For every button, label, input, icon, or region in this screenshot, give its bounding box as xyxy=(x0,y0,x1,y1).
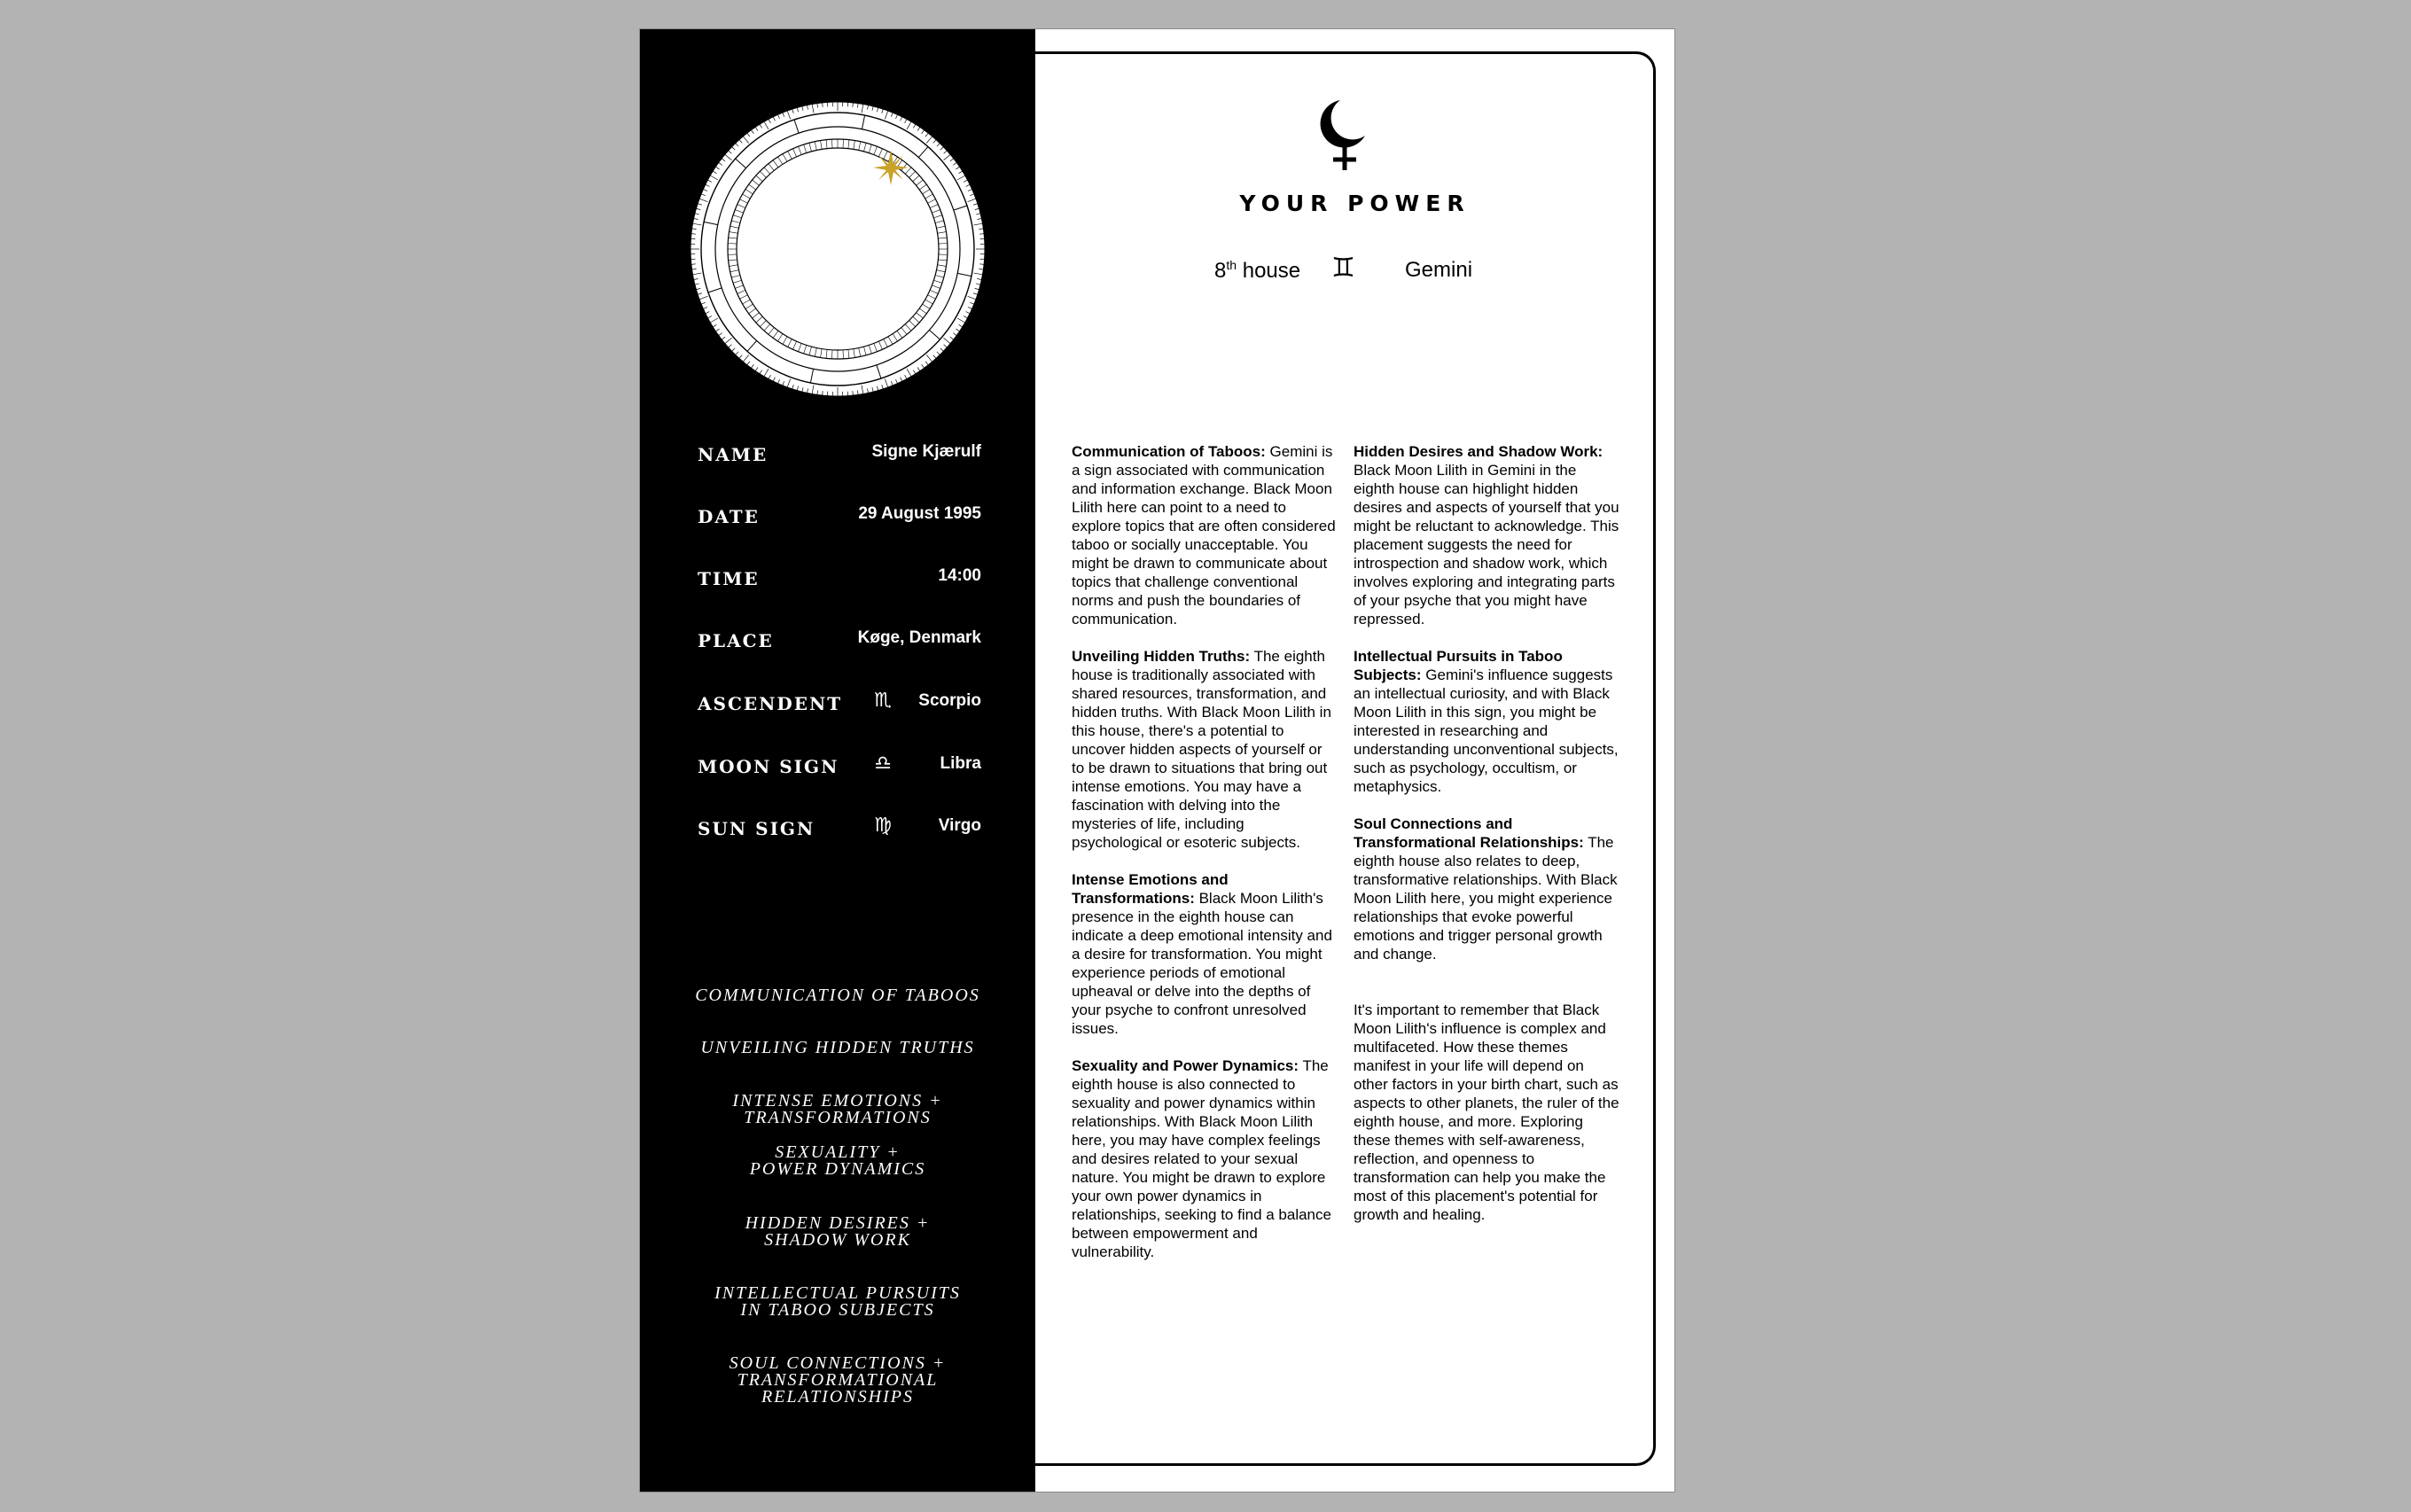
birth-chart-wheel xyxy=(689,100,987,398)
section-heading: Sexuality and Power Dynamics: xyxy=(1072,1057,1299,1074)
section-paragraph xyxy=(1354,442,1619,628)
section-paragraph xyxy=(1072,870,1338,1038)
house-suffix: th xyxy=(1226,258,1237,272)
section-paragraph xyxy=(1354,647,1619,796)
section-text: The eighth house also relates to deep, transformative relationships. With Black Moon Lilith here, you might experience relationships that evoke powerful emotions and trigger personal growth and change. xyxy=(1354,834,1618,963)
topic-link[interactable]: SEXUALITY + POWER DYNAMICS xyxy=(749,1142,926,1179)
section-text: Black Moon Lilith's presence in the eighth house can indicate a deep emotional intensity and a desire for transformation. You might experience periods of emotional upheaval or delve into the depths of your psyche to confront unresolved issues. xyxy=(1072,890,1332,1037)
section-paragraph xyxy=(1072,647,1338,852)
topic-link[interactable]: INTENSE EMOTIONS + TRANSFORMATIONS xyxy=(732,1091,943,1127)
info-value: Scorpio xyxy=(918,691,981,710)
closing-paragraph: It's important to remember that Black Moon Lilith's influence is complex and multifaceted. How these themes manifest in your life will depend on other factors in your birth chart, such as aspects to other planets, the ruler of the eighth house, and more. Exploring these themes with self-awareness, reflection, and openness to transformation can help you make the most of this placement's potential for growth and healing. xyxy=(1354,1002,1619,1223)
info-value: Virgo xyxy=(938,816,981,835)
info-row-time xyxy=(698,561,981,596)
section-heading: Soul Connections and Transformational Relationships: xyxy=(1354,815,1584,851)
section-text: Black Moon Lilith in Gemini in the eighth house can highlight hidden desires and aspects of yourself that you might be reluctant to acknowledge. This placement suggests the need for introspection and shadow work, which involves exploring and integrating parts of your psyche that you might have repressed. xyxy=(1354,462,1619,627)
house-number: 8 xyxy=(1214,259,1227,283)
section-text: Gemini's influence suggests an intellectual curiosity, and with Black Moon Lilith in this sign, you might be interested in researching and understanding unconventional subjects, such as psychology, occultism, or metaphysics. xyxy=(1354,666,1619,795)
section-text: The eighth house is also connected to sexuality and power dynamics within relationships. With Black Moon Lilith here, you may have complex feelings and desires related to your sexual nature. You might be drawn to explore your own power dynamics in relationships, seeking to find a balance between empowerment and vulnerability. xyxy=(1072,1057,1331,1260)
lilith-star-icon xyxy=(873,150,909,185)
info-row-ascendent xyxy=(698,686,981,721)
info-label: PLACE xyxy=(698,630,774,651)
info-value: 29 August 1995 xyxy=(858,504,981,523)
info-row-name xyxy=(698,437,981,472)
section-heading: Intellectual Pursuits in Taboo Subjects: xyxy=(1354,648,1563,683)
section-heading: Communication of Taboos: xyxy=(1072,443,1266,460)
topic-link[interactable]: COMMUNICATION OF TABOOS xyxy=(695,986,980,1005)
page-title: YOUR POWER xyxy=(1239,191,1471,216)
sign-name: Gemini xyxy=(1405,258,1473,282)
topic-link[interactable]: HIDDEN DESIRES + SHADOW WORK xyxy=(745,1213,931,1250)
house-label xyxy=(1214,258,1300,284)
section-heading: Hidden Desires and Shadow Work: xyxy=(1354,443,1603,460)
section-heading: Intense Emotions and Transformations: xyxy=(1072,871,1229,907)
info-label: MOON SIGN xyxy=(698,756,839,777)
gemini-icon: ♊ xyxy=(1331,253,1355,284)
info-row-sun-sign xyxy=(698,811,981,846)
info-label: NAME xyxy=(698,444,769,465)
info-value: Signe Kjærulf xyxy=(871,442,981,461)
topic-link[interactable]: SOUL CONNECTIONS + TRANSFORMATIONAL RELATIONSHIPS xyxy=(729,1353,947,1407)
scorpio-icon: ♏ xyxy=(874,690,892,712)
black-moon-lilith-icon xyxy=(1314,96,1376,175)
info-value: Køge, Denmark xyxy=(857,628,981,647)
info-row-place xyxy=(698,623,981,659)
section-heading: Unveiling Hidden Truths: xyxy=(1072,648,1251,665)
info-value: 14:00 xyxy=(938,566,981,585)
left-column xyxy=(1072,442,1338,1280)
house-word: house xyxy=(1242,259,1301,283)
section-text: Gemini is a sign associated with communication and information exchange. Black Moon Lilith here can point to a need to explore topics that are often considered taboo or socially unacceptable. You might be drawn to communicate about topics that challenge conventional norms and push the boundaries of communication. xyxy=(1072,443,1336,627)
section-paragraph xyxy=(1072,442,1338,628)
info-row-date xyxy=(698,499,981,534)
virgo-icon: ♍ xyxy=(874,814,892,837)
info-label: TIME xyxy=(698,568,760,589)
report-page xyxy=(640,29,1674,1492)
topic-link[interactable]: INTELLECTUAL PURSUITS IN TABOO SUBJECTS xyxy=(714,1283,961,1320)
info-label: DATE xyxy=(698,506,760,527)
libra-icon: ♎ xyxy=(874,752,892,775)
topic-link[interactable]: UNVEILING HIDDEN TRUTHS xyxy=(700,1038,975,1057)
info-row-moon-sign xyxy=(698,749,981,784)
right-column xyxy=(1354,442,1619,1243)
info-label: ASCENDENT xyxy=(698,693,843,714)
info-label: SUN SIGN xyxy=(698,818,815,839)
section-text: The eighth house is traditionally associated with shared resources, transformation, and hidden truths. With Black Moon Lilith in this house, there's a potential to uncover hidden aspects of yourself or to be drawn to situations that bring out intense emotions. You may have a fascination with delving into the mysteries of life, including psychological or esoteric subjects. xyxy=(1072,648,1331,851)
info-value: Libra xyxy=(940,754,981,773)
section-paragraph xyxy=(1072,1056,1338,1261)
section-paragraph xyxy=(1354,814,1619,963)
sidebar xyxy=(640,29,1035,1492)
